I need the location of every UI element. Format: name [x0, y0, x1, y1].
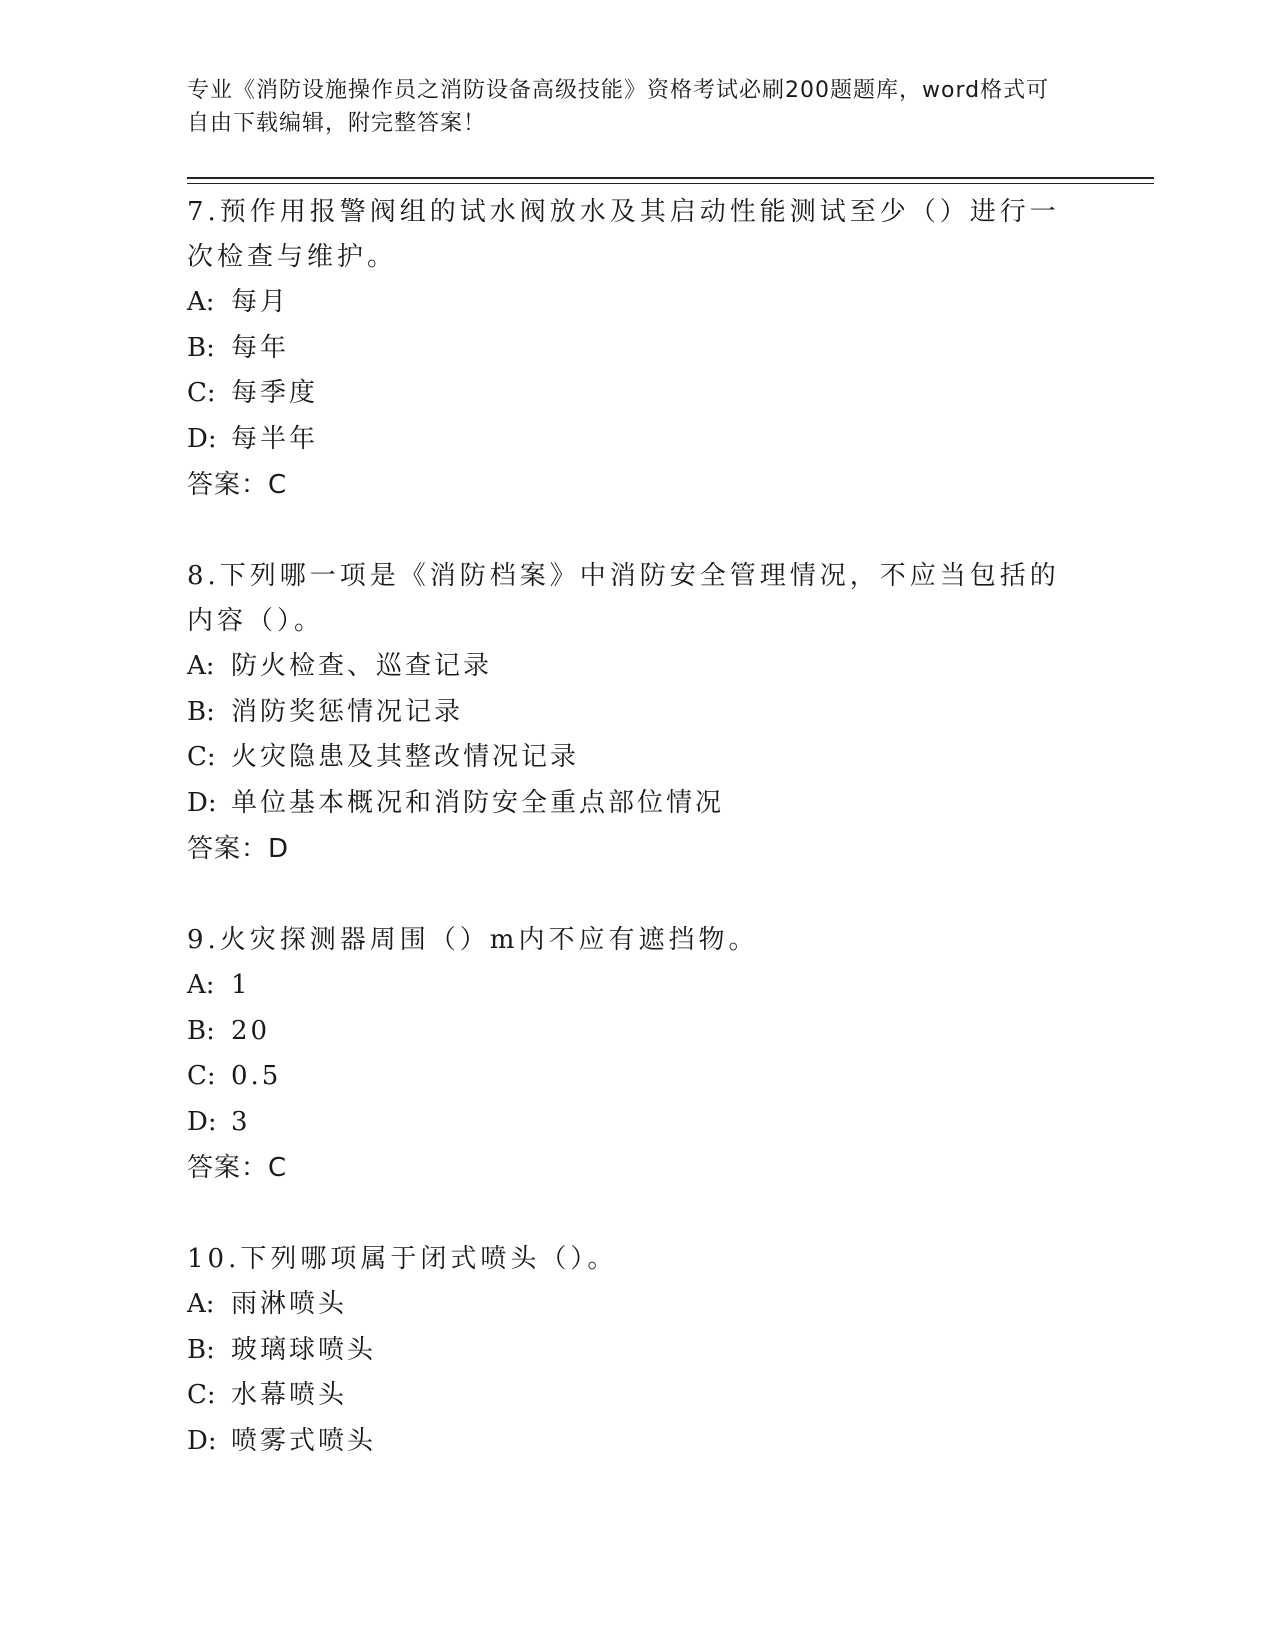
option-text: 雨淋喷头 [231, 1289, 348, 1319]
question-stem: 8.下列哪一项是《消防档案》中消防安全管理情况，不应当包括的内容（）。 [187, 561, 1060, 636]
option-label: C: [187, 1380, 216, 1410]
option-text: 3 [231, 1106, 251, 1137]
option-text: 火灾隐患及其整改情况记录 [231, 742, 580, 772]
option-d [187, 781, 1087, 827]
option-label: D: [187, 423, 217, 454]
header-divider-thick [187, 177, 1154, 179]
option-b [187, 1009, 1087, 1055]
option-label: C: [187, 378, 216, 408]
option-text: 每月 [231, 287, 290, 317]
option-d [187, 417, 1087, 463]
answer: 答案：C [187, 1153, 288, 1183]
option-text: 防火检查、巡查记录 [231, 651, 493, 681]
option-label: A: [187, 1289, 215, 1319]
option-text: 每半年 [231, 423, 319, 454]
question-7 [187, 190, 1087, 508]
option-label: D: [187, 1425, 217, 1456]
option-label: D: [187, 787, 217, 818]
document-header [187, 74, 1067, 140]
option-c [187, 1373, 1087, 1419]
option-a [187, 963, 1087, 1009]
option-a [187, 644, 1087, 690]
option-a [187, 1282, 1087, 1328]
option-text: 1 [231, 970, 251, 1000]
question-stem: 7.预作用报警阀组的试水阀放水及其启动性能测试至少（）进行一次检查与维护。 [187, 197, 1060, 272]
option-c [187, 735, 1087, 781]
option-text: 消防奖惩情况记录 [231, 696, 464, 727]
question-stem: 10.下列哪项属于闭式喷头（）。 [187, 1244, 618, 1274]
option-a [187, 280, 1087, 326]
question-list [187, 190, 1087, 1510]
option-label: D: [187, 1106, 217, 1137]
question-8 [187, 554, 1087, 872]
option-text: 每季度 [231, 378, 319, 408]
option-text: 喷雾式喷头 [231, 1425, 377, 1456]
option-b [187, 326, 1087, 372]
option-c [187, 1054, 1087, 1100]
option-label: C: [187, 742, 216, 772]
option-label: B: [187, 696, 215, 727]
option-label: A: [187, 287, 215, 317]
option-label: C: [187, 1061, 216, 1091]
answer: 答案：C [187, 470, 288, 500]
question-10 [187, 1237, 1087, 1464]
option-text: 玻璃球喷头 [231, 1334, 377, 1365]
option-label: B: [187, 332, 215, 363]
option-text: 水幕喷头 [231, 1380, 348, 1410]
header-text: 专业《消防设施操作员之消防设备高级技能》资格考试必刷200题题库，word格式可自由下载编辑，附完整答案！ [187, 78, 1050, 136]
option-text: 每年 [231, 332, 290, 363]
option-text: 0.5 [231, 1061, 282, 1091]
question-9 [187, 918, 1087, 1191]
option-d [187, 1100, 1087, 1146]
option-text: 20 [231, 1015, 271, 1046]
option-label: A: [187, 970, 215, 1000]
header-divider-thin [187, 183, 1154, 184]
option-b [187, 690, 1087, 736]
option-label: A: [187, 651, 215, 681]
option-d [187, 1419, 1087, 1465]
option-b [187, 1328, 1087, 1374]
option-c [187, 371, 1087, 417]
option-text: 单位基本概况和消防安全重点部位情况 [231, 787, 725, 818]
answer: 答案：D [187, 834, 290, 864]
option-label: B: [187, 1015, 215, 1046]
option-label: B: [187, 1334, 215, 1365]
question-stem: 9.火灾探测器周围（）m内不应有遮挡物。 [187, 925, 759, 955]
